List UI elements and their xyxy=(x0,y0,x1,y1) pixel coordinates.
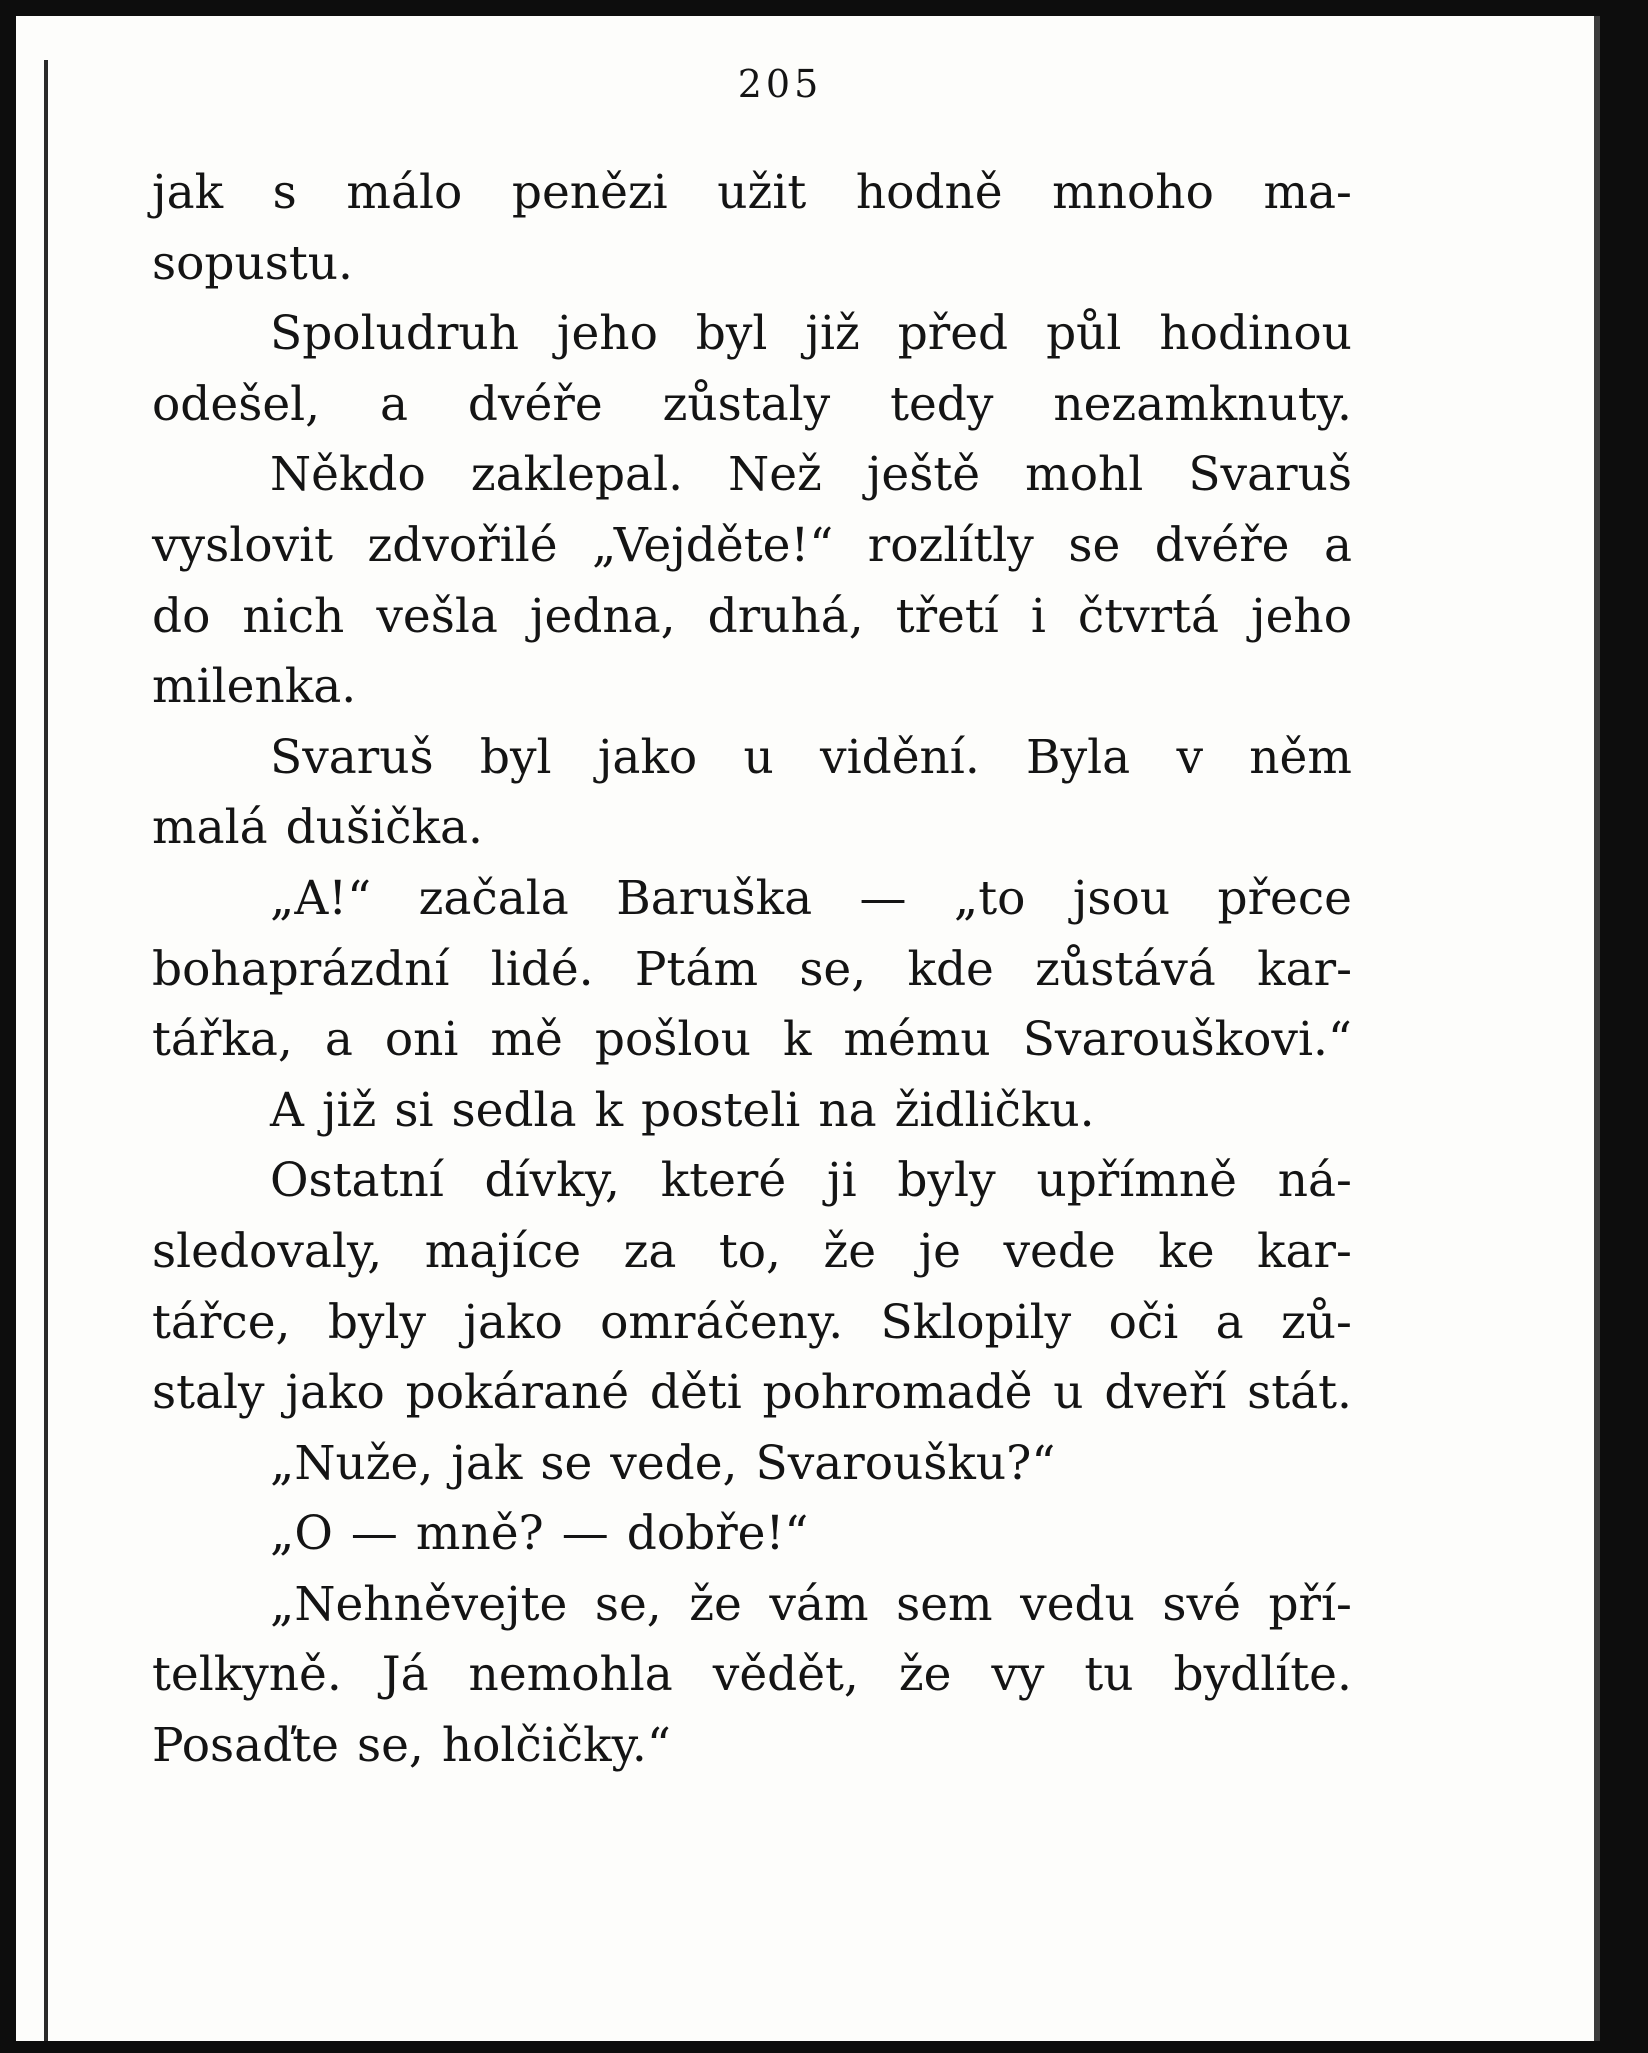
scan-edge-top xyxy=(0,0,1648,16)
text-line: „A!“ začala Baruška — „to jsou přece xyxy=(270,870,1352,926)
text-line: Někdo zaklepal. Než ještě mohl Svaruš xyxy=(270,447,1352,503)
page-number: 205 xyxy=(737,62,823,106)
text-line: bohaprázdní lidé. Ptám se, kde zůstává kar- xyxy=(152,941,1352,997)
text-line: malá dušička. xyxy=(152,800,483,856)
text-line: sledovaly, majíce za to, že je vede ke kar- xyxy=(152,1223,1352,1279)
body-text xyxy=(152,158,1352,1782)
text-line: sopustu. xyxy=(152,235,353,291)
text-line: milenka. xyxy=(152,659,357,715)
text-line: do nich vešla jedna, druhá, třetí i čtvrtá jeho xyxy=(152,588,1352,644)
page-binding-line xyxy=(44,60,48,2050)
text-line: tářce, byly jako omráčeny. Sklopily oči a zů- xyxy=(152,1294,1352,1350)
text-line: vyslovit zdvořilé „Vejděte!“ rozlítly se dvéře a xyxy=(152,517,1352,573)
text-line: A již si sedla k posteli na židličku. xyxy=(270,1082,1095,1138)
text-line: jak s málo penězi užit hodně mnoho ma- xyxy=(152,165,1352,220)
scan-edge-bottom xyxy=(0,2041,1648,2053)
text-line: staly jako pokárané děti pohromadě u dveří stát. xyxy=(152,1365,1352,1421)
text-line: Posaďte se, holčičky.“ xyxy=(152,1718,671,1774)
text-line: „Nuže, jak se vede, Svaroušku?“ xyxy=(270,1435,1056,1491)
text-line: „Nehněvejte se, že vám sem vedu své pří- xyxy=(270,1576,1352,1632)
text-line: „O — mně? — dobře!“ xyxy=(270,1506,809,1562)
scan-edge-left xyxy=(0,0,16,2053)
text-line: odešel, a dvéře zůstaly tedy nezamknuty. xyxy=(152,376,1352,432)
text-line: tářka, a oni mě pošlou k mému Svarouškovi.“ xyxy=(152,1012,1352,1068)
text-line: Spoludruh jeho byl již před půl hodinou xyxy=(270,306,1352,362)
text-line: Ostatní dívky, které ji byly upřímně ná- xyxy=(270,1153,1352,1209)
scan-edge-right xyxy=(1600,0,1648,2053)
text-line: telkyně. Já nemohla vědět, že vy tu bydlíte. xyxy=(152,1647,1352,1703)
page-edge-line xyxy=(1594,16,1600,2046)
text-line: Svaruš byl jako u vidění. Byla v něm xyxy=(270,729,1352,785)
